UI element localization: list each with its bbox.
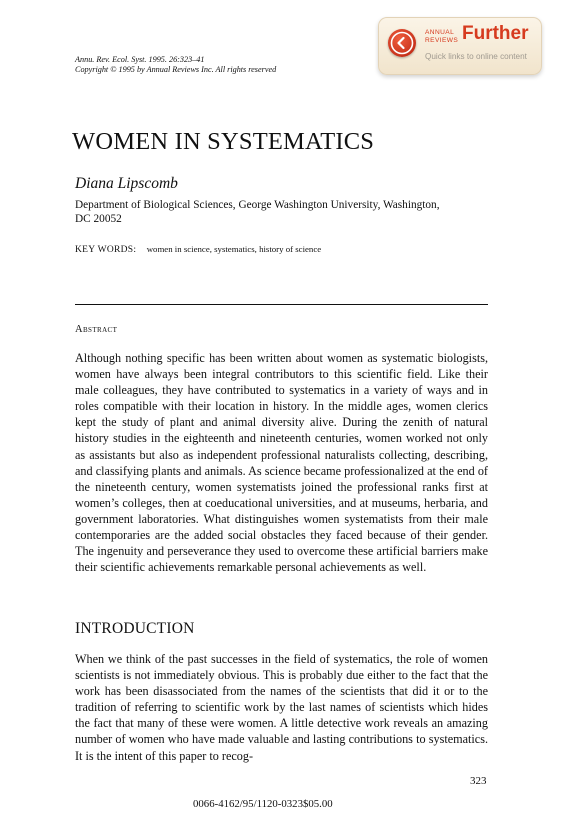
keywords-line (75, 244, 321, 255)
introduction-heading: INTRODUCTION (75, 620, 195, 637)
author-name: Diana Lipscomb (75, 175, 178, 192)
annual-reviews-brand (425, 29, 458, 44)
further-badge[interactable] (378, 17, 542, 75)
brand-top: ANNUAL (425, 29, 455, 36)
keywords-list: women in science, systematics, history of science (146, 244, 322, 254)
brand-bottom: REVIEWS (425, 36, 459, 44)
abstract-body: Although nothing specific has been written about women as systematic biologists, women have always been integral contributors to this scientific field. Like their male colleagues, they have contributed to systematics in a variety of ways and in roles compatible with their location in history. In the middle ages, women clerics kept the study of plant and animal diversity alive. During the zenith of natural history studies in the eighteenth and nineteenth centuries, women worked not only as assistants but also as independent professional naturalists collecting, describing, and classifying plants and animals. As science became professionalized at the end of the nineteenth century, women systematists joined the professional ranks first at women’s colleges, then at coeducational universities, and at museums, herbaria, and government laboratories. What distinguishes women systematists from their male contemporaries are the added social obstacles they faced because of their gender. The ingenuity and perseverance they used to overcome these artificial barriers make their scientific achievements remarkable personal achievements as well. (75, 351, 488, 575)
article-title: WOMEN IN SYSTEMATICS (72, 128, 375, 155)
keywords-label: KEY WORDS: (75, 245, 137, 255)
author-affiliation: Department of Biological Sciences, George Washington University, Washington, DC 20052 (75, 199, 440, 225)
further-label: Further (462, 23, 529, 44)
copyright-notice: Copyright © 1995 by Annual Reviews Inc. All rights reserved (75, 65, 277, 74)
section-divider (75, 304, 488, 305)
citation-block (75, 55, 375, 75)
abstract-heading: Abstract (75, 324, 118, 335)
article-code: 0066-4162/95/1120-0323$05.00 (193, 798, 333, 810)
play-arrow-icon (388, 29, 416, 57)
further-tagline: Quick links to online content (425, 52, 527, 61)
introduction-body: When we think of the past successes in the field of systematics, the role of women scientists is not immediately obvious. This is probably due either to the fact that the work has been disassociated from the names of the scientists that did it or to the tradition of referring to scientific work by the last names of scientists which hides the fact that many of these were women. A little detective work reveals an amazing number of women who have made valuable and lasting contributions to systematics. It is the intent of this paper to recog- (75, 652, 488, 763)
journal-citation: Annu. Rev. Ecol. Syst. 1995. 26:323–41 (75, 55, 205, 64)
page-number: 323 (470, 775, 487, 787)
